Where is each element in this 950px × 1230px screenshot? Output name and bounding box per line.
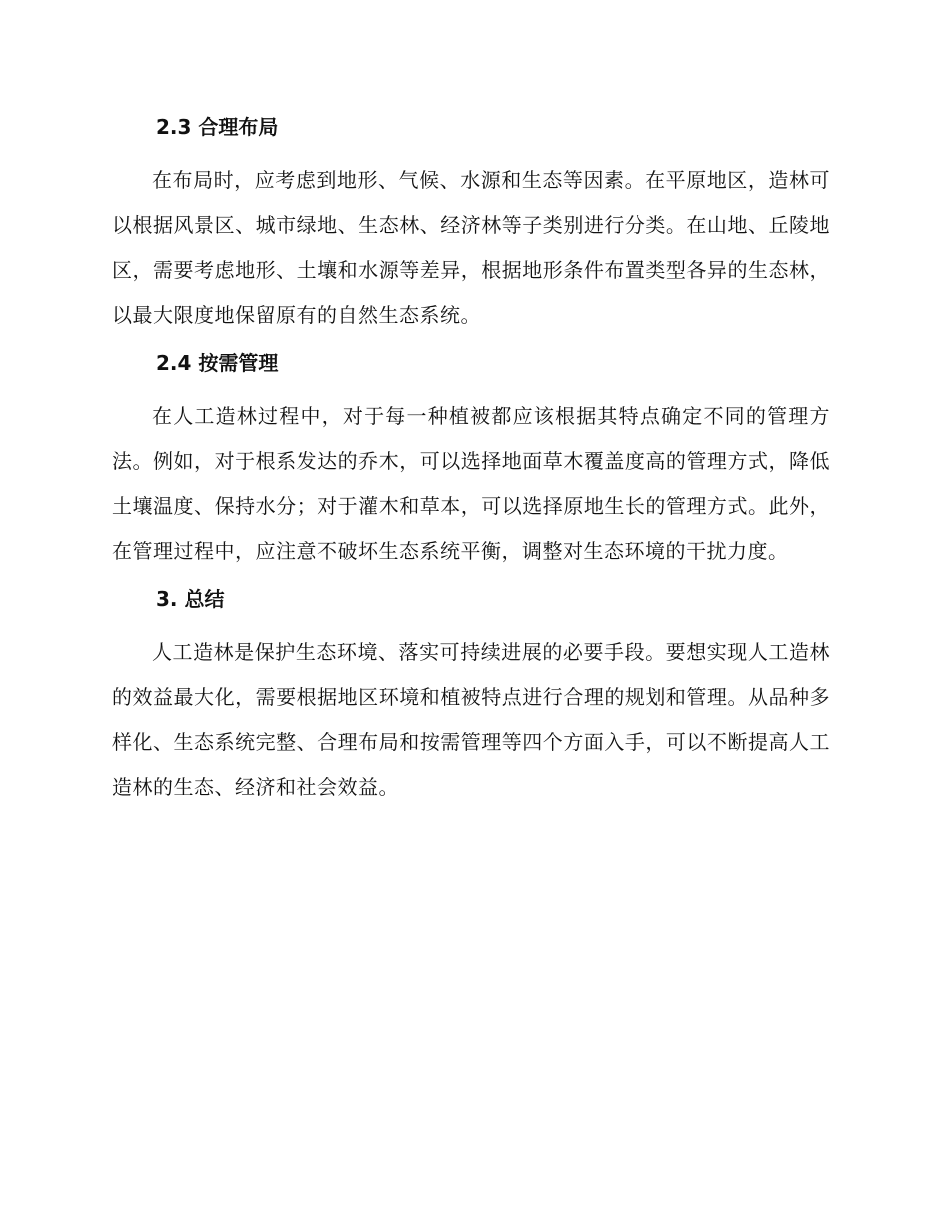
section-heading-management: 2.4 按需管理 xyxy=(156,351,279,375)
section-paragraph-summary: 人工造林是保护生态环境、落实可持续进展的必要手段。要想实现人工造林的效益最大化，需要根据地区环境和植被特点进行合理的规划和管理。从品种多样化、生态系统完整、合理布局和按需管理等四个方面入手，可以不断提高人工造林的生态、经济和社会效益。 xyxy=(112,640,830,799)
section-heading-summary: 3. 总结 xyxy=(156,587,225,611)
document-page xyxy=(112,112,830,810)
section-heading-layout: 2.3 合理布局 xyxy=(156,115,279,139)
section-paragraph-management: 在人工造林过程中，对于每一种植被都应该根据其特点确定不同的管理方法。例如，对于根系发达的乔木，可以选择地面草木覆盖度高的管理方式，降低土壤温度、保持水分；对于灌木和草本，可以选择原地生长的管理方式。此外，在管理过程中，应注意不破坏生态系统平衡，调整对生态环境的干扰力度。 xyxy=(112,404,830,563)
section-paragraph-layout: 在布局时，应考虑到地形、气候、水源和生态等因素。在平原地区，造林可以根据风景区、城市绿地、生态林、经济林等子类别进行分类。在山地、丘陵地区，需要考虑地形、土壤和水源等差异，根据地形条件布置类型各异的生态林，以最大限度地保留原有的自然生态系统。 xyxy=(112,168,830,327)
